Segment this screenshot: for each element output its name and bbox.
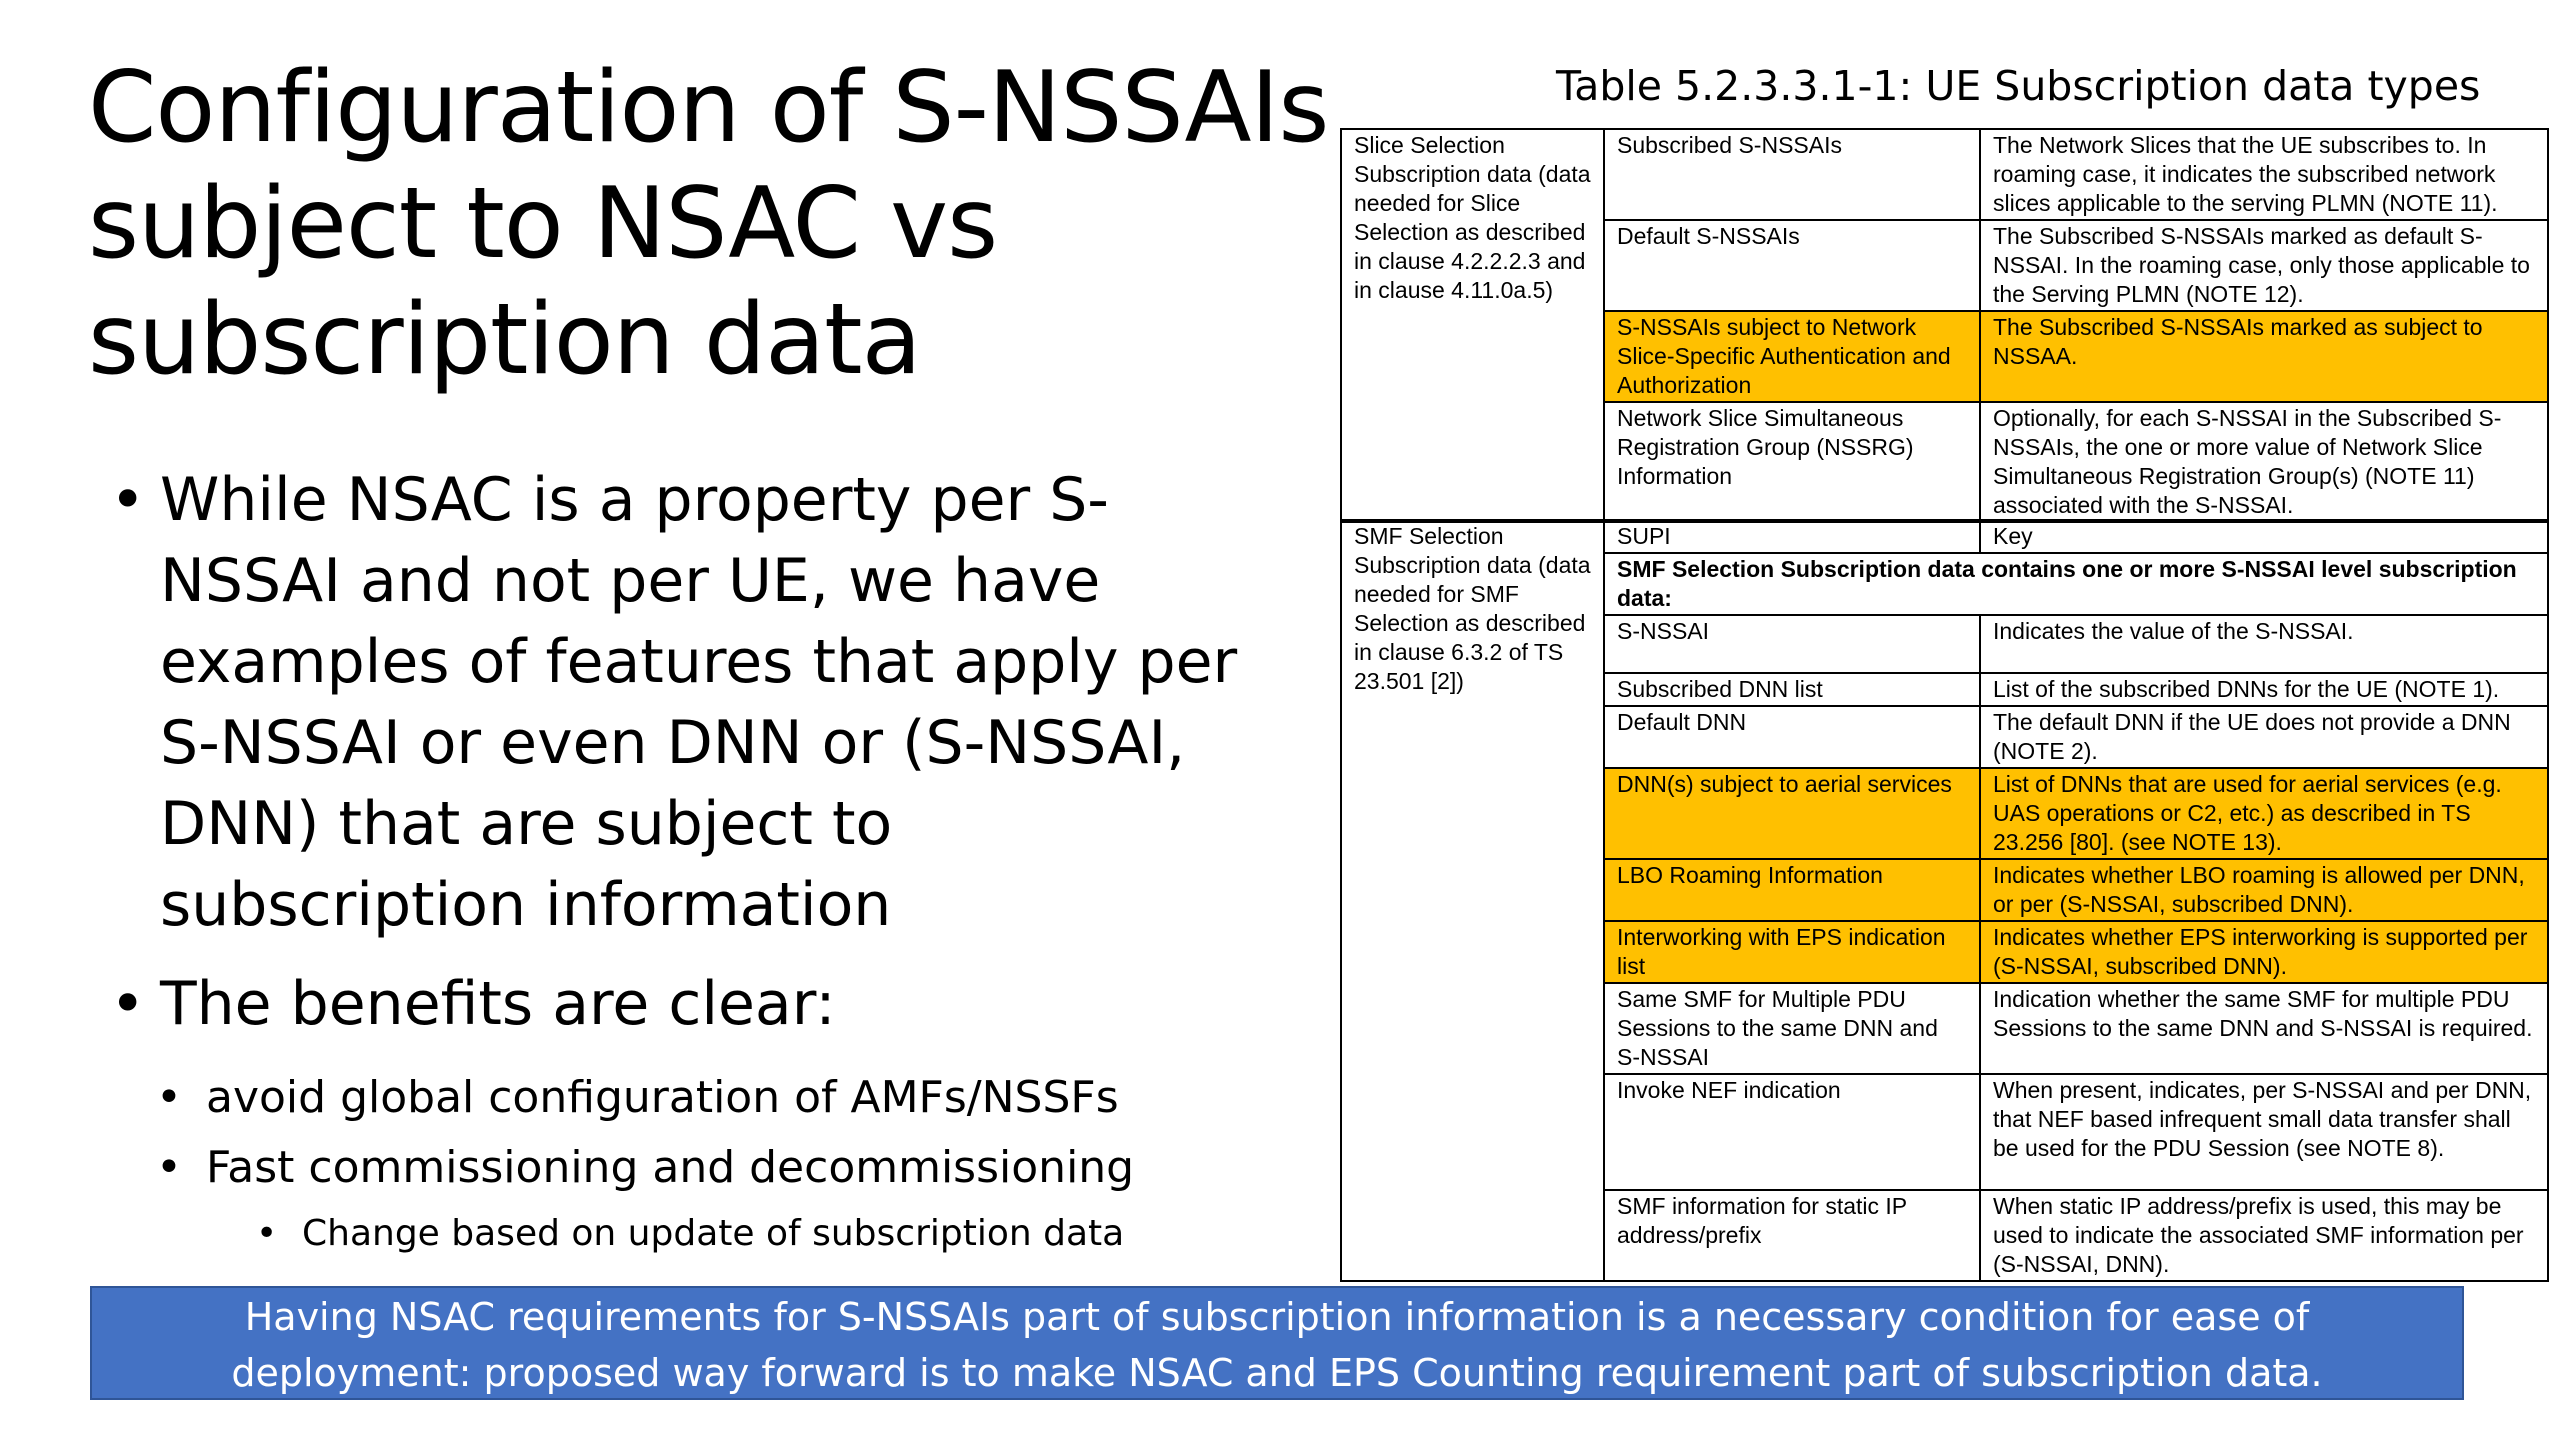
desc-cell: Indicates the value of the S-NSSAI. — [1980, 615, 2548, 673]
field-cell: Subscribed S-NSSAIs — [1604, 129, 1980, 220]
bullet-line: NSSAI and not per UE, we have — [160, 546, 1101, 616]
conclusion-banner — [90, 1286, 2464, 1400]
desc-cell: The Subscribed S-NSSAIs marked as default S-NSSAI. In the roaming case, only those applicable to the Serving PLMN (NOTE 12). — [1980, 220, 2548, 311]
desc-cell: When static IP address/prefix is used, this may be used to indicate the associated SMF information per (S-NSSAI, DNN). — [1980, 1190, 2548, 1281]
title-line: subject to NSAC vs — [88, 167, 998, 281]
sub-sub-bullet-change: • Change based on update of subscription data — [110, 1203, 1270, 1265]
field-cell: Default S-NSSAIs — [1604, 220, 1980, 311]
title-line: subscription data — [88, 283, 921, 397]
table-caption: Table 5.2.3.3.1-1: UE Subscription data types — [1556, 62, 2481, 110]
desc-cell: Optionally, for each S-NSSAI in the Subscribed S-NSSAIs, the one or more value of Network Slice Simultaneous Registration Group(s) (NOTE 11) associated with the S-NSSAI. — [1980, 402, 2548, 522]
field-cell: SUPI — [1604, 520, 1980, 553]
sub-bullet-global-config: • avoid global configuration of AMFs/NSSFs — [110, 1063, 1270, 1133]
bullet-benefits: • The benefits are clear: — [110, 964, 1270, 1045]
table-row — [1341, 520, 2548, 553]
title-line: Configuration of S-NSSAIs — [88, 51, 1329, 165]
field-cell: Network Slice Simultaneous Registration Group (NSSRG) Information — [1604, 402, 1980, 522]
desc-cell: Indication whether the same SMF for multiple PDU Sessions to the same DNN and S-NSSAI is required. — [1980, 983, 2548, 1074]
category-cell: Slice Selection Subscription data (data needed for Slice Selection as described in clause 4.2.2.2.3 and in clause 4.11.0a.5) — [1341, 129, 1604, 522]
field-cell: Subscribed DNN list — [1604, 673, 1980, 706]
desc-cell: Key — [1980, 520, 2548, 553]
desc-cell: The default DNN if the UE does not provide a DNN (NOTE 2). — [1980, 706, 2548, 768]
field-cell: S-NSSAIs subject to Network Slice-Specific Authentication and Authorization — [1604, 311, 1980, 402]
desc-cell: Indicates whether EPS interworking is supported per (S-NSSAI, subscribed DNN). — [1980, 921, 2548, 983]
field-cell: Invoke NEF indication — [1604, 1074, 1980, 1190]
desc-cell: The Network Slices that the UE subscribes to. In roaming case, it indicates the subscribed network slices applicable to the serving PLMN (NOTE 11). — [1980, 129, 2548, 220]
field-cell: Default DNN — [1604, 706, 1980, 768]
sub-bullet-fast-commissioning: • Fast commissioning and decommissioning — [110, 1133, 1270, 1203]
field-cell: SMF information for static IP address/prefix — [1604, 1190, 1980, 1281]
field-cell: LBO Roaming Information — [1604, 859, 1980, 921]
desc-cell: When present, indicates, per S-NSSAI and per DNN, that NEF based infrequent small data transfer shall be used for the PDU Session (see NOTE 8). — [1980, 1074, 2548, 1190]
desc-cell: Indicates whether LBO roaming is allowed per DNN, or per (S-NSSAI, subscribed DNN). — [1980, 859, 2548, 921]
bullet-line: subscription information — [160, 870, 892, 940]
bullet-line: • While NSAC is a property per S- — [160, 465, 1109, 535]
desc-cell: List of the subscribed DNNs for the UE (NOTE 1). — [1980, 673, 2548, 706]
smf-selection-table — [1340, 519, 2549, 1282]
bullet-list — [110, 460, 1270, 1265]
slice-selection-table — [1340, 128, 2549, 523]
field-cell: S-NSSAI — [1604, 615, 1980, 673]
span-header-cell: SMF Selection Subscription data contains one or more S-NSSAI level subscription data: — [1604, 553, 2548, 615]
bullet-line: S-NSSAI or even DNN or (S-NSSAI, — [160, 708, 1186, 778]
desc-cell: List of DNNs that are used for aerial services (e.g. UAS operations or C2, etc.) as described in TS 23.256 [80]. (see NOTE 13). — [1980, 768, 2548, 859]
banner-line: Having NSAC requirements for S-NSSAIs part of subscription information is a necessary condition for ease of — [244, 1295, 2310, 1339]
desc-cell: The Subscribed S-NSSAIs marked as subject to NSSAA. — [1980, 311, 2548, 402]
field-cell: Same SMF for Multiple PDU Sessions to the same DNN and S-NSSAI — [1604, 983, 1980, 1074]
field-cell: Interworking with EPS indication list — [1604, 921, 1980, 983]
slide-title — [88, 50, 1329, 398]
category-cell: SMF Selection Subscription data (data needed for SMF Selection as described in clause 6.3.2 of TS 23.501 [2]) — [1341, 520, 1604, 1281]
bullet-line: examples of features that apply per — [160, 627, 1238, 697]
bullet-line: DNN) that are subject to — [160, 789, 893, 859]
field-cell: DNN(s) subject to aerial services — [1604, 768, 1980, 859]
banner-line: deployment: proposed way forward is to make NSAC and EPS Counting requirement part of subscription data. — [231, 1351, 2323, 1395]
bullet-nsac-property — [110, 460, 1270, 946]
table-row — [1341, 129, 2548, 220]
